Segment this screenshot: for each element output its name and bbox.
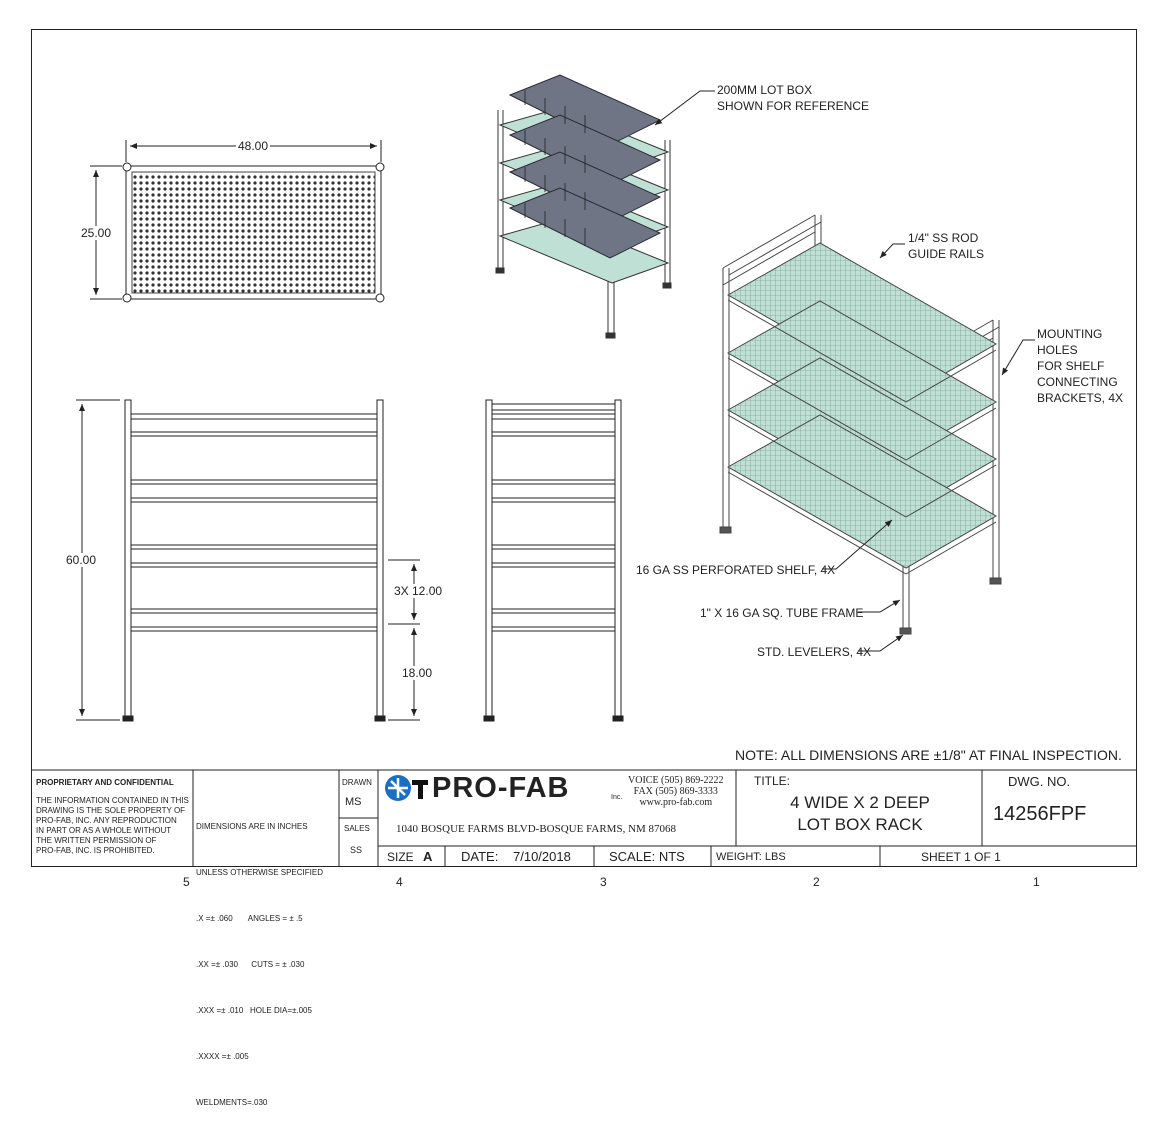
- inspection-note: NOTE: ALL DIMENSIONS ARE ±1/8" AT FINAL INSPECTION.: [735, 747, 1122, 763]
- proprietary-block: PROPRIETARY AND CONFIDENTIAL THE INFORMATION CONTAINED IN THIS DRAWING IS THE SOLE PROPERTY OF PRO-FAB, INC. ANY REPRODUCTION IN PART OR AS A WHOLE WITHOUT THE WRITTEN PERMISSION OF PRO-FAB, INC. IS PROHIBITED.: [36, 778, 189, 855]
- dwg-no-label: DWG. NO.: [1008, 774, 1071, 789]
- zone-1: 1: [1033, 875, 1040, 889]
- iso-view-with-lot-boxes: [496, 75, 671, 338]
- date-label: DATE:: [461, 849, 499, 864]
- depth-dimension: 25.00: [81, 226, 112, 240]
- company-contact: VOICE (505) 869-2222 FAX (505) 869-3333 www.pro-fab.com: [628, 775, 724, 808]
- drawn-label: DRAWN: [342, 778, 372, 787]
- top-view: [123, 163, 384, 302]
- sheet-value: SHEET 1 OF 1: [921, 850, 1001, 864]
- date-value: 7/10/2018: [513, 849, 571, 864]
- side-view: [484, 400, 623, 721]
- callout-mounting-holes: MOUNTING HOLES FOR SHELF CONNECTING BRACKETS, 4X: [1037, 327, 1124, 405]
- pro-fab-logo-mark: [385, 775, 428, 801]
- sales-label: SALES: [344, 824, 370, 833]
- zone-2: 2: [813, 875, 820, 889]
- sales-value: SS: [350, 845, 363, 855]
- company-address: 1040 BOSQUE FARMS BLVD-BOSQUE FARMS, NM 87068: [396, 823, 677, 835]
- width-dimension: 48.00: [238, 139, 269, 153]
- title-label: TITLE:: [754, 774, 791, 788]
- callout-lot-box: 200MM LOT BOX SHOWN FOR REFERENCE: [717, 83, 870, 113]
- shelf-spacing-dimension: 3X 12.00: [394, 584, 443, 598]
- weight-value: WEIGHT: LBS: [716, 851, 786, 863]
- size-label: SIZE: [387, 850, 414, 864]
- zone-4: 4: [396, 875, 403, 889]
- drawn-value: MS: [345, 796, 362, 808]
- company-logo-text: PRO-FAB: [432, 772, 570, 804]
- company-suffix: Inc.: [611, 794, 623, 801]
- callout-levelers: STD. LEVELERS, 4X: [757, 645, 872, 659]
- scale-value: SCALE: NTS: [609, 849, 685, 864]
- zone-3: 3: [600, 875, 607, 889]
- drawing-title: 4 WIDE X 2 DEEP LOT BOX RACK: [790, 793, 930, 834]
- size-value: A: [423, 849, 433, 864]
- front-view: [123, 400, 385, 721]
- callout-guide-rails: 1/4" SS ROD GUIDE RAILS: [908, 231, 985, 261]
- bottom-clearance-dimension: 18.00: [402, 666, 433, 680]
- tolerance-block: DIMENSIONS ARE IN INCHES UNLESS OTHERWISE SPECIFIED .X =± .060 ANGLES = ± .5 .XX =± .030 CUTS = ± .030 .XXX =± .010 HOLE DIA=±.005 .XXXX =± .005 WELDMENTS=.030: [196, 822, 323, 1107]
- zone-5: 5: [183, 875, 190, 889]
- callout-frame: 1" X 16 GA SQ. TUBE FRAME: [700, 606, 864, 620]
- height-dimension: 60.00: [66, 553, 97, 567]
- callout-shelf: 16 GA SS PERFORATED SHELF, 4X: [636, 563, 836, 577]
- dwg-no-value: 14256FPF: [993, 803, 1087, 825]
